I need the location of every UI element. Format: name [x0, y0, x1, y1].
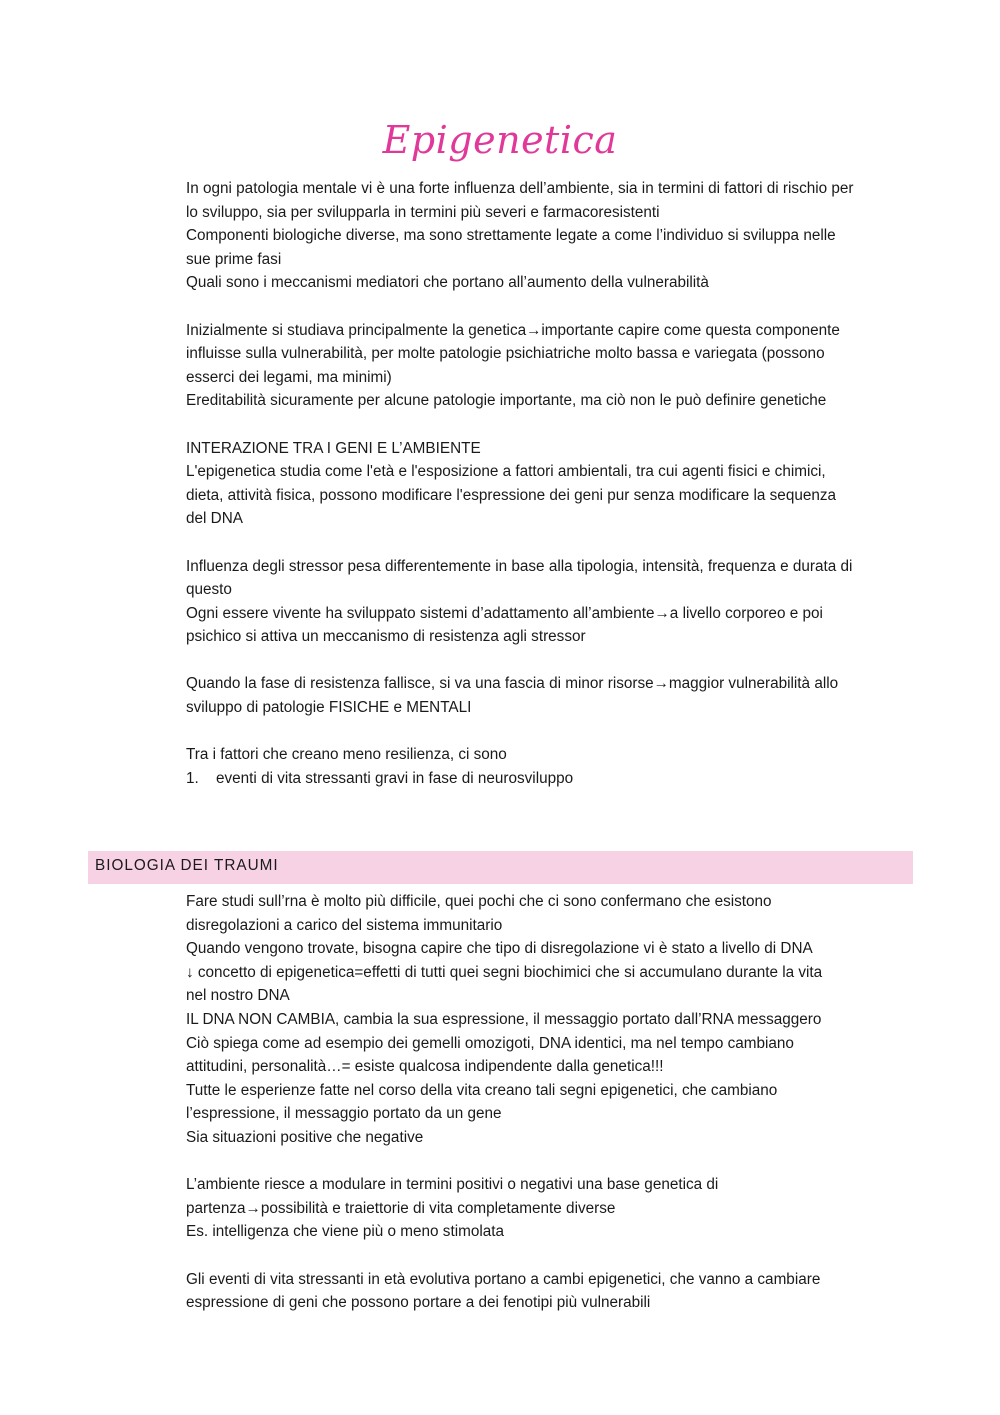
blank-line: [186, 720, 906, 744]
list-number: 1.: [186, 769, 199, 787]
blank-line: [186, 1150, 906, 1174]
text-line: Quando vengono trovate, bisogna capire che tipo di disregolazione vi è stato a livello di DNA: [186, 940, 813, 958]
blank-line: [186, 295, 906, 319]
text-line: del DNA: [186, 510, 243, 528]
text-line: Componenti biologiche diverse, ma sono strettamente legate a come l’individuo si sviluppa nelle: [186, 227, 836, 245]
blank-line: [186, 531, 906, 555]
text-line: Inizialmente si studiava principalmente la genetica→importante capire come questa componente: [186, 321, 840, 339]
list-text: eventi di vita stressanti gravi in fase di neurosviluppo: [216, 769, 574, 787]
text-line: Gli eventi di vita stressanti in età evolutiva portano a cambi epigenetici, che vanno a cambiare: [186, 1270, 821, 1288]
text-line: Quando la fase di resistenza fallisce, si va una fascia di minor risorse→maggior vulnerabilità allo: [186, 675, 839, 693]
blank-line: [186, 1244, 906, 1268]
text-line: L’ambiente riesce a modulare in termini positivi o negativi una base genetica di: [186, 1176, 719, 1194]
page-title: Epigenetica: [382, 118, 618, 162]
text-line: dieta, attività fisica, possono modificare l'espressione dei geni pur senza modificare la sequenza: [186, 486, 836, 504]
text-line: partenza→possibilità e traiettorie di vita completamente diverse: [186, 1199, 616, 1217]
text-line: Quali sono i meccanismi mediatori che portano all’aumento della vulnerabilità: [186, 274, 709, 292]
text-line: esserci dei legami, ma minimi): [186, 368, 392, 386]
section-heading: BIOLOGIA DEI TRAUMI: [95, 857, 279, 874]
text-line: Influenza degli stressor pesa differentemente in base alla tipologia, intensità, frequenza e durata di: [186, 557, 853, 575]
text-line: INTERAZIONE TRA I GENI E L’AMBIENTE: [186, 439, 481, 457]
text-line: Tra i fattori che creano meno resilienza, ci sono: [186, 746, 507, 764]
text-line: sue prime fasi: [186, 250, 282, 268]
text-line: influisse sulla vulnerabilità, per molte patologie psichiatriche molto bassa e variegata (possono: [186, 345, 825, 363]
blank-line: [186, 413, 906, 437]
text-line: Es. intelligenza che viene più o meno stimolata: [186, 1223, 505, 1241]
text-line: l’espressione, il messaggio portato da un gene: [186, 1105, 502, 1123]
text-line: attitudini, personalità…= esiste qualcosa indipendente dalla genetica!!!: [186, 1058, 664, 1076]
section-biologia-text: [186, 890, 906, 1315]
text-line: IL DNA NON CAMBIA, cambia la sua espressione, il messaggio portato dall’RNA messaggero: [186, 1010, 822, 1028]
section-intro-text: [186, 177, 906, 790]
text-line: Ogni essere vivente ha sviluppato sistemi d’adattamento all’ambiente→a livello corporeo e poi: [186, 604, 823, 622]
text-line: psichico si attiva un meccanismo di resistenza agli stressor: [186, 628, 586, 646]
text-line: sviluppo di patologie FISICHE e MENTALI: [186, 699, 472, 717]
text-line: espressione di geni che possono portare a dei fenotipi più vulnerabili: [186, 1294, 651, 1312]
text-line: Sia situazioni positive che negative: [186, 1128, 424, 1146]
text-line: Ereditabilità sicuramente per alcune patologie importante, ma ciò non le può definire genetiche: [186, 392, 827, 410]
text-line: questo: [186, 581, 232, 599]
text-line: In ogni patologia mentale vi è una forte influenza dell’ambiente, sia in termini di fattori di rischio per: [186, 180, 854, 197]
text-line: ↓ concetto di epigenetica=effetti di tutti quei segni biochimici che si accumulano durante la vita: [186, 963, 823, 981]
list-item: [186, 767, 906, 791]
section-heading-bar: [88, 851, 913, 884]
text-line: L'epigenetica studia come l'età e l'esposizione a fattori ambientali, tra cui agenti fisici e chimici,: [186, 463, 826, 481]
text-line: Tutte le esperienze fatte nel corso della vita creano tali segni epigenetici, che cambiano: [186, 1081, 778, 1099]
text-line: disregolazioni a carico del sistema immunitario: [186, 916, 503, 934]
blank-line: [186, 649, 906, 673]
text-line: nel nostro DNA: [186, 987, 290, 1005]
text-line: lo sviluppo, sia per svilupparla in termini più severi e farmacoresistenti: [186, 203, 660, 221]
text-line: Fare studi sull’rna è molto più difficile, quei pochi che ci sono confermano che esistono: [186, 893, 772, 910]
text-line: Ciò spiega come ad esempio dei gemelli omozigoti, DNA identici, ma nel tempo cambiano: [186, 1034, 794, 1052]
